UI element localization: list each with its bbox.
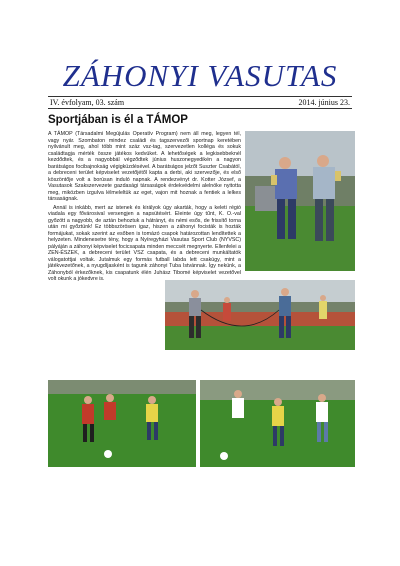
two-men-with-cups-photo [245, 131, 355, 271]
masthead-title: ZÁHONYI VASUTAS [62, 58, 338, 93]
issue-date: 2014. június 23. [298, 98, 350, 107]
article-paragraph-1: A TÁMOP (Társadalmi Megújulás Operatív Program) nem áll meg, legyen tél, vagy nyár. Szombaton mindez családi és tagszervezői sportnap keretében nyilvánult meg, ahol több mint száz vsz-tag, szervezetlen kollégа és sokuk családtagja mérték össze játékos kedvüket. A lehetőségek a legkisebbeknél kezdődtek, és a nagyobbál végződtek június huszonegyedikén a nagyon barátságos focibajnokság végigküzdésével. A barátságos jelzőt Suszter Csabától, a debreceni terület képviselet vezetőjétől kapta a derbi, aki szervezője, és első köszöntője volt a borúsan induló napnak. A rendezvényt dr. Kotter József, a Vasutasok Szakszervezete gazdasági társaságok érdekvédelmi alelnöke nyitotta meg, miközben izguIva lélmeleltük az eget, vajon mit hoznak a fentiek a lelkes társaságnak. [48, 131, 241, 202]
women-jumping-rope-photo [165, 280, 355, 350]
article-paragraph-2: Annál is inkább, mert az istenek és királyok úgy akarták, hogy a keleti régió viadala egy fővárosival versengjen a napsütésért. Eleinte úgy tűnt, K. O.-val győzött a nagyobb, de aztán behoztuk a hátrányt, és némi esős, de frissítő torna után mi győztünk! Ez többszörösen igaz, hiszen a záhonyi focisták is hozták formájukat, sokak szerint az esőben is tomázó csapok határozottan lendítettek a helyzeten. Mindenesetre tény, hogy a Nyíregyházi Vasutas Sport Club (NYVSC) pályáján a záhonyi képviselet focicsapata minden meccsét megnyerte. Ellenfelei a ZEN-ÉSZEK, a debreceni terület VSZ csapata, és a debreceni munkáltatók válogatottjai voltak. Jutalmuk egy formás futball labda lett csakúgy, mint a játékvezetőnek, a nyugdíjasként is tagunk záhonyi Tuba Istvánnak. Így nekünk, a Záhonyból érkezőknek, kis csapatunk élén Juhász Tibomé képviselet vezetővel volt okunk a jókedvre is. [48, 204, 241, 282]
issue-volume: IV. évfolyam, 03. szám [50, 98, 125, 107]
issue-bar [48, 96, 352, 109]
football-match-left-photo [48, 380, 196, 467]
football-match-right-photo [200, 380, 355, 467]
article-body [48, 131, 241, 285]
article-title: Sportjában is él a TÁMOP [48, 114, 188, 126]
